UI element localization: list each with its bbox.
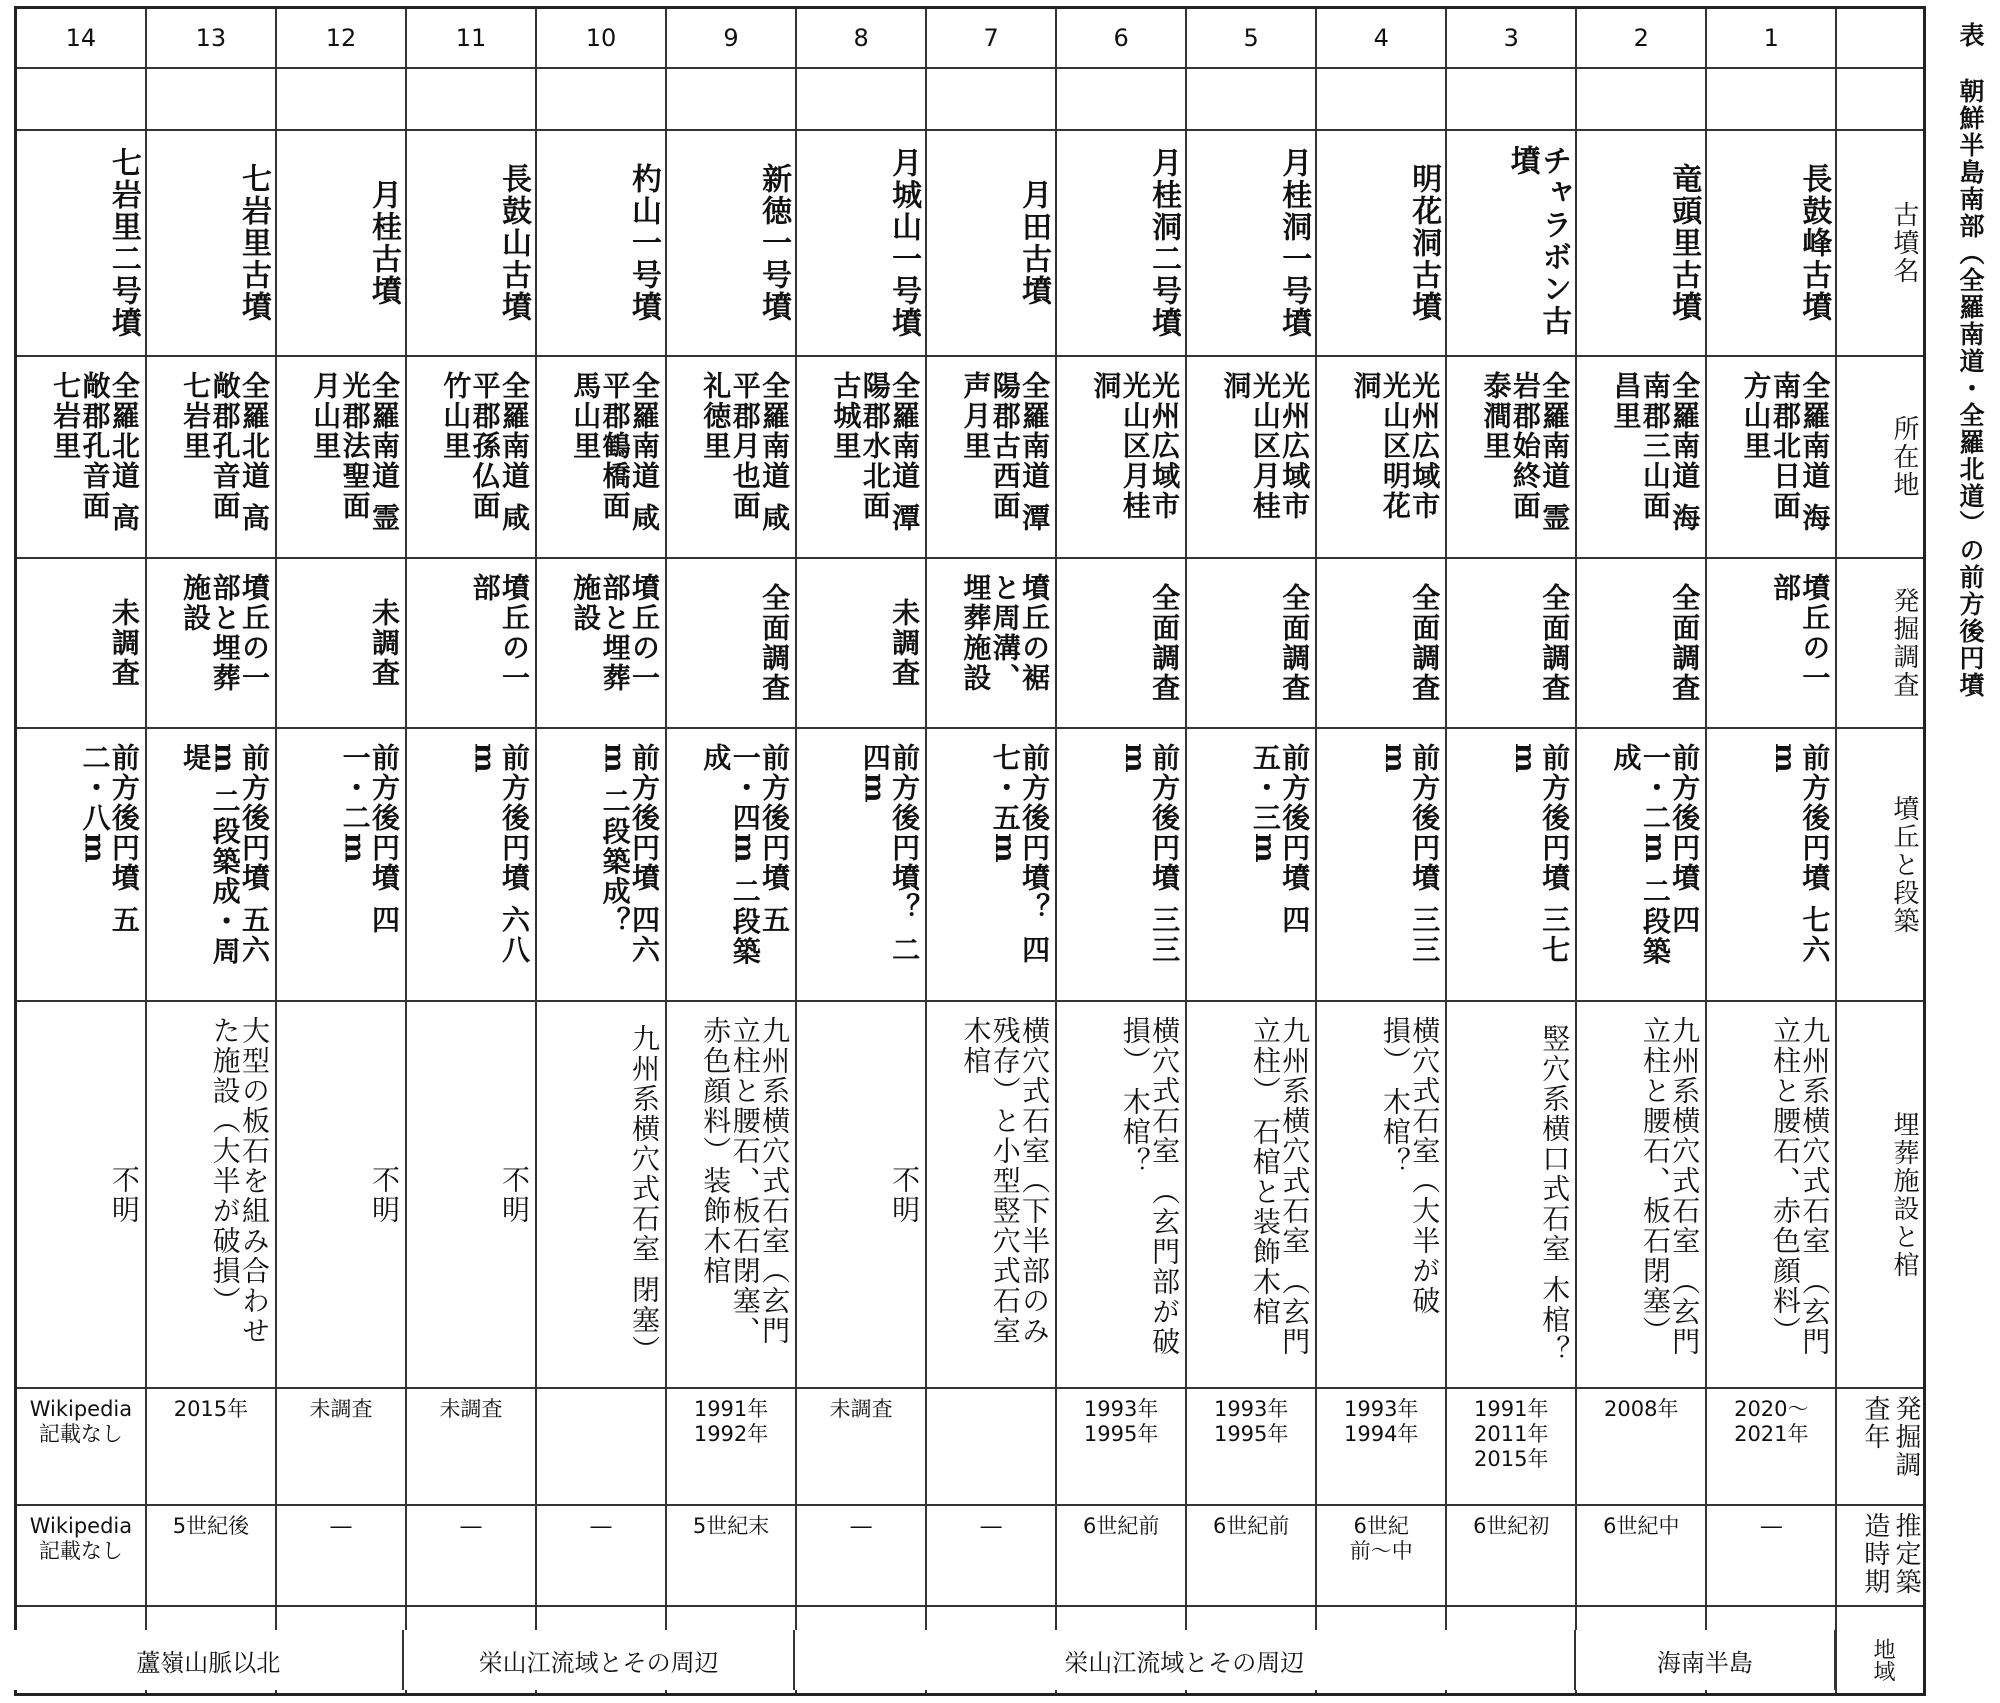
region-band: 海南半島 bbox=[1576, 1630, 1836, 1690]
cell-blank bbox=[1447, 69, 1575, 131]
cell-burial: 竪穴系横口式石室 木棺？ bbox=[1447, 1002, 1575, 1389]
cell-num: 5 bbox=[1187, 9, 1315, 69]
cell-year: 1991年 1992年 bbox=[667, 1389, 795, 1506]
region-band: 栄山江流域とその周辺 bbox=[795, 1630, 1576, 1690]
cell-num: 6 bbox=[1057, 9, 1185, 69]
cell-name: 杓山一号墳 bbox=[537, 131, 665, 357]
cell-name: 月田古墳 bbox=[927, 131, 1055, 357]
cell-mound: 前方後円墳 三三m bbox=[1317, 729, 1445, 1002]
cell-num: 10 bbox=[537, 9, 665, 69]
cell-location: 全羅南道 潭陽郡古西面 声月里 bbox=[927, 357, 1055, 559]
cell-year: 1991年 2011年 2015年 bbox=[1447, 1389, 1575, 1506]
cell-location: 全羅北道 高敞郡孔音面 七岩里 bbox=[147, 357, 275, 559]
cell-burial: 横穴式石室（大半が破損） 木棺？ bbox=[1317, 1002, 1445, 1389]
cell-location: 全羅南道 咸平郡鶴橋面 馬山里 bbox=[537, 357, 665, 559]
cell-name: チャラボン古墳 bbox=[1447, 131, 1575, 357]
kofun-column bbox=[667, 9, 797, 1693]
kofun-column bbox=[17, 9, 147, 1693]
kofun-column bbox=[1577, 9, 1707, 1693]
cell-blank bbox=[1577, 69, 1705, 131]
cell-location: 全羅南道 潭陽郡水北面 古城里 bbox=[797, 357, 925, 559]
cell-num: 11 bbox=[407, 9, 535, 69]
cell-num: 3 bbox=[1447, 9, 1575, 69]
cell-burial: 九州系横穴式石室 （玄門立柱） 石棺と装飾木棺 bbox=[1187, 1002, 1315, 1389]
header-location: 所在地 bbox=[1837, 357, 1923, 559]
cell-excavation: 全面調査 bbox=[1187, 559, 1315, 729]
kofun-column bbox=[1447, 9, 1577, 1693]
cell-burial: 不明 bbox=[277, 1002, 405, 1389]
cell-blank bbox=[1057, 69, 1185, 131]
cell-burial: 九州系横穴式石室 （玄門立柱と腰石、板石閉塞） bbox=[1577, 1002, 1705, 1389]
kofun-column bbox=[1317, 9, 1447, 1693]
cell-year: 未調査 bbox=[277, 1389, 405, 1506]
cell-location: 全羅南道 海南郡北日面 方山里 bbox=[1707, 357, 1835, 559]
cell-blank bbox=[667, 69, 795, 131]
cell-period: 6世紀中 bbox=[1577, 1506, 1705, 1607]
cell-excavation: 全面調査 bbox=[1317, 559, 1445, 729]
cell-year: 未調査 bbox=[407, 1389, 535, 1506]
cell-mound: 前方後円墳？ 四七・五m bbox=[927, 729, 1055, 1002]
cell-mound: 前方後円墳 四六m 二段築成？ bbox=[537, 729, 665, 1002]
region-band: 栄山江流域とその周辺 bbox=[404, 1630, 794, 1690]
cell-period: 6世紀初 bbox=[1447, 1506, 1575, 1607]
cell-location: 全羅南道 咸平郡月也面 礼徳里 bbox=[667, 357, 795, 559]
cell-year: 1993年 1994年 bbox=[1317, 1389, 1445, 1506]
cell-num: 13 bbox=[147, 9, 275, 69]
cell-location: 全羅北道 高敞郡孔音面 七岩里 bbox=[17, 357, 145, 559]
cell-mound: 前方後円墳 三七m bbox=[1447, 729, 1575, 1002]
cell-mound: 前方後円墳 四一・二m bbox=[277, 729, 405, 1002]
cell-num: 12 bbox=[277, 9, 405, 69]
header-period: 推定築造時期 bbox=[1837, 1506, 1923, 1607]
cell-num: 2 bbox=[1577, 9, 1705, 69]
cell-name: 長鼓峰古墳 bbox=[1707, 131, 1835, 357]
cell-mound: 前方後円墳？ 二四m bbox=[797, 729, 925, 1002]
cell-location: 全羅南道 咸平郡孫仏面 竹山里 bbox=[407, 357, 535, 559]
cell-period: ― bbox=[1707, 1506, 1835, 1607]
header-name: 古墳名 bbox=[1837, 131, 1923, 357]
cell-excavation: 墳丘の一部 bbox=[1707, 559, 1835, 729]
page-title bbox=[1948, 22, 1988, 782]
cell-period: 5世紀後 bbox=[147, 1506, 275, 1607]
cell-mound: 前方後円墳 六八m bbox=[407, 729, 535, 1002]
kofun-column bbox=[797, 9, 927, 1693]
cell-name: 七岩里二号墳 bbox=[17, 131, 145, 357]
cell-year: 1993年 1995年 bbox=[1057, 1389, 1185, 1506]
cell-name: 長鼓山古墳 bbox=[407, 131, 535, 357]
cell-blank bbox=[1187, 69, 1315, 131]
cell-name: 月桂古墳 bbox=[277, 131, 405, 357]
cell-num: 9 bbox=[667, 9, 795, 69]
cell-blank bbox=[537, 69, 665, 131]
cell-year: 2008年 bbox=[1577, 1389, 1705, 1506]
cell-excavation: 全面調査 bbox=[1447, 559, 1575, 729]
cell-location: 全羅南道 霊光郡法聖面 月山里 bbox=[277, 357, 405, 559]
cell-excavation: 全面調査 bbox=[1057, 559, 1185, 729]
cell-name: 月桂洞一号墳 bbox=[1187, 131, 1315, 357]
table-label: 表 bbox=[1956, 22, 1985, 48]
cell-burial: 不明 bbox=[797, 1002, 925, 1389]
cell-excavation: 墳丘の裾と周溝、埋葬施設 bbox=[927, 559, 1055, 729]
cell-location: 光州広域市 光山区明花洞 bbox=[1317, 357, 1445, 559]
cell-name: 七岩里古墳 bbox=[147, 131, 275, 357]
cell-year bbox=[927, 1389, 1055, 1506]
cell-period: 6世紀 前～中 bbox=[1317, 1506, 1445, 1607]
cell-num: 1 bbox=[1707, 9, 1835, 69]
kofun-table bbox=[14, 6, 1926, 1696]
table-title: 朝鮮半島南部（全羅南道・全羅北道）の前方後円墳 bbox=[1956, 78, 1985, 699]
cell-period: ― bbox=[537, 1506, 665, 1607]
cell-blank bbox=[1707, 69, 1835, 131]
cell-mound: 前方後円墳 四五・三m bbox=[1187, 729, 1315, 1002]
cell-excavation: 全面調査 bbox=[667, 559, 795, 729]
header-excavation: 発掘調査 bbox=[1837, 559, 1923, 729]
kofun-column bbox=[1057, 9, 1187, 1693]
cell-blank bbox=[797, 69, 925, 131]
cell-year bbox=[537, 1389, 665, 1506]
kofun-column bbox=[537, 9, 667, 1693]
cell-name: 竜頭里古墳 bbox=[1577, 131, 1705, 357]
cell-excavation: 未調査 bbox=[277, 559, 405, 729]
cell-blank bbox=[407, 69, 535, 131]
cell-num: 7 bbox=[927, 9, 1055, 69]
cell-burial: 横穴式石室 （玄門部が破損） 木棺？ bbox=[1057, 1002, 1185, 1389]
cell-num: 4 bbox=[1317, 9, 1445, 69]
cell-excavation: 未調査 bbox=[17, 559, 145, 729]
cell-blank bbox=[927, 69, 1055, 131]
cell-blank bbox=[17, 69, 145, 131]
region-header: 地域 bbox=[1870, 1638, 1895, 1682]
cell-burial: 横穴式石室（下半部のみ残存）と小型竪穴式石室 木棺 bbox=[927, 1002, 1055, 1389]
cell-mound: 前方後円墳 五二・八m bbox=[17, 729, 145, 1002]
cell-burial: 不明 bbox=[17, 1002, 145, 1389]
cell-excavation: 墳丘の一部と埋葬施設 bbox=[537, 559, 665, 729]
cell-burial: 九州系横穴式石室 閉塞） bbox=[537, 1002, 665, 1389]
header-mound: 墳丘と段築 bbox=[1837, 729, 1923, 1002]
cell-year: Wikipedia 記載なし bbox=[17, 1389, 145, 1506]
cell-year: 2015年 bbox=[147, 1389, 275, 1506]
cell-burial: 九州系横穴式石室 （玄門立柱と腰石、赤色顔料） bbox=[1707, 1002, 1835, 1389]
cell-blank bbox=[1317, 69, 1445, 131]
kofun-column bbox=[927, 9, 1057, 1693]
header-year: 発掘調査年 bbox=[1837, 1389, 1923, 1506]
cell-mound: 前方後円墳 四一・二m 二段築成 bbox=[1577, 729, 1705, 1002]
cell-name: 月城山一号墳 bbox=[797, 131, 925, 357]
cell-period: ― bbox=[927, 1506, 1055, 1607]
cell-excavation: 全面調査 bbox=[1577, 559, 1705, 729]
cell-year: 2020～ 2021年 bbox=[1707, 1389, 1835, 1506]
cell-name: 月桂洞二号墳 bbox=[1057, 131, 1185, 357]
cell-period: 6世紀前 bbox=[1187, 1506, 1315, 1607]
cell-burial: 九州系横穴式石室（玄門立柱と腰石、板石閉塞、赤色顔料）装飾木棺 bbox=[667, 1002, 795, 1389]
kofun-column bbox=[1707, 9, 1837, 1693]
cell-blank bbox=[147, 69, 275, 131]
cell-burial: 不明 bbox=[407, 1002, 535, 1389]
cell-period: 5世紀末 bbox=[667, 1506, 795, 1607]
cell-location: 全羅南道 海南郡三山面 昌里 bbox=[1577, 357, 1705, 559]
kofun-column bbox=[147, 9, 277, 1693]
cell-mound: 前方後円墳 三三m bbox=[1057, 729, 1185, 1002]
cell-period: 6世紀前 bbox=[1057, 1506, 1185, 1607]
cell-mound: 前方後円墳 五一・四m 二段築成 bbox=[667, 729, 795, 1002]
cell-period: ― bbox=[407, 1506, 535, 1607]
cell-location: 全羅南道 霊岩郡始終面 泰澗里 bbox=[1447, 357, 1575, 559]
region-band: 蘆嶺山脈以北 bbox=[14, 1630, 404, 1690]
cell-year: 未調査 bbox=[797, 1389, 925, 1506]
cell-name: 新徳一号墳 bbox=[667, 131, 795, 357]
cell-period: ― bbox=[277, 1506, 405, 1607]
cell-num: 14 bbox=[17, 9, 145, 69]
header-num-cell bbox=[1837, 9, 1923, 69]
cell-excavation: 未調査 bbox=[797, 559, 925, 729]
cell-year: 1993年 1995年 bbox=[1187, 1389, 1315, 1506]
kofun-column bbox=[1187, 9, 1317, 1693]
header-blank-cell bbox=[1837, 69, 1923, 131]
cell-location: 光州広域市 光山区月桂洞 bbox=[1057, 357, 1185, 559]
cell-num: 8 bbox=[797, 9, 925, 69]
kofun-column bbox=[277, 9, 407, 1693]
header-burial: 埋葬施設と棺 bbox=[1837, 1002, 1923, 1389]
header-column bbox=[1837, 9, 1923, 1693]
cell-excavation: 墳丘の一部 bbox=[407, 559, 535, 729]
cell-location: 光州広域市 光山区月桂洞 bbox=[1187, 357, 1315, 559]
cell-name: 明花洞古墳 bbox=[1317, 131, 1445, 357]
kofun-column bbox=[407, 9, 537, 1693]
cell-mound: 前方後円墳 七六m bbox=[1707, 729, 1835, 1002]
cell-period: ― bbox=[797, 1506, 925, 1607]
cell-mound: 前方後円墳 五六m 二段築成・周堤 bbox=[147, 729, 275, 1002]
cell-blank bbox=[277, 69, 405, 131]
cell-excavation: 墳丘の一部と埋葬施設 bbox=[147, 559, 275, 729]
cell-period: Wikipedia 記載なし bbox=[17, 1506, 145, 1607]
cell-burial: 大型の板石を組み合わせた施設（大半が破損） bbox=[147, 1002, 275, 1389]
